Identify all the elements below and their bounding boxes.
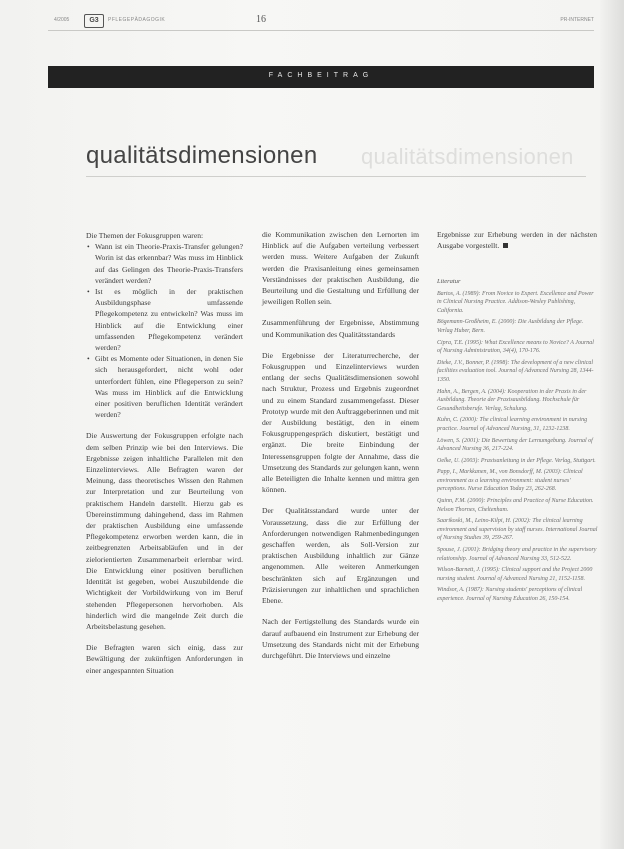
paragraph: Der Qualitätsstandard wurde unter der Voraussetzung, dass die zur Erfüllung der Anforderungen notwendigen Rahmenbedingungen geschaffen werden, als Soll-Version zur praktischen Ausbildung inhaltlich zur Gänze angenommen. Alle weiteren Anmerkungen beschränkten sich auf Ergänzungen und Präzisierungen zur inhaltlichen und sprachlichen Ebene. — [262, 506, 419, 606]
header-right-meta: PR-INTERNET — [560, 17, 594, 23]
headline-rule — [86, 176, 586, 177]
reference-item: Hahn, A., Bergen, A. (2004): Kooperation in der Praxis in der Ausbildung. Theorie der Praxisausbildung. Hochschule für Gesundheitsberufe. Verlag, Schulung. — [437, 388, 587, 412]
reference-item: Löwen, S. (2001): Die Bewertung der Lernumgebung. Journal of Advanced Nursing 36, 217-224. — [437, 437, 593, 453]
paragraph — [437, 229, 597, 251]
article-headline: qualitätsdimensionen — [86, 142, 318, 169]
reference-item: Cipra, T.E. (1995): What Excellence means to Novice? A Journal of Nursing Administration, 34(4), 170-176. — [437, 339, 594, 355]
reference-item: Bögemann-Großheim, E. (2000): Die Ausbildung der Pflege. Verlag Huber, Bern. — [437, 319, 584, 334]
paragraph: Die Auswertung der Fokusgruppen erfolgte nach dem selben Prinzip wie bei den Interviews. Die Ergebnisse zeigen inhaltliche Parallelen mit den Einzelinterviews. Alle Befragten waren der Meinung, dass theoretisches Wissen den Rahmen zur Interpretation und zur Beurteilung von praktischem Handeln darstellt. Hierzu gab es Übereinstimmung dahingehend, dass im Rahmen der praktischen Ausbildung eine umfassende Pflegekompetenz erworben werden kann, die in zeitbegrenzten Arbeitsabläufen und in der zielorientierten Zusammenarbeit erlernbar wird. Die Entwicklung einer positiven beruflichen Identität ist gegeben, wobei Auszubildende die Wichtigkeit der Vorbildwirkung von im Beruf stehenden Pflegepersonen hervorhoben. Als hinderlich wird die mangelnde Zeit durch die Arbeitsbelastung gesehen. — [86, 431, 243, 631]
paragraph: Die Ergebnisse der Literaturrecherche, der Fokusgruppen und Einzelinterviews wurden entlang der sechs Qualitätsdimensionen sowohl nach Struktur, Prozess und Ergebnis zugeordnet und zu einem Standard zusammengefasst. Dieser Prototyp wurde mit den Auftraggeberinnen und mit der Ausbildung bestätigt, den in einem Fokusgruppengespräch diskutiert, bestätigt und ergänzt. Die breite Einbindung der Interessensgruppen folgte der Annahme, dass die Umsetzung des Standards zur gelungen kann, wenn alle Beteiligten die Inhalte kennen und mittra gen können. — [262, 350, 419, 495]
headline-shadow-text: qualitätsdimensionen — [361, 144, 574, 169]
end-mark-icon — [503, 243, 508, 248]
reference-item: Saarikoski, M., Leino-Kilpi, H. (2002): The clinical learning environment and supervision by staff nurses. International Journal of Nursing Studies 39, 259-267. — [437, 518, 598, 542]
subheading: Zusammenführung der Ergebnisse, Abstimmung und Kommunikation des Qualitätsstandards — [262, 318, 419, 339]
reference-item: Oelke, U. (2003): Praxisanleitung in der Pflege. Verlag, Stuttgart. — [437, 457, 596, 464]
section-label: FACHBEITRAG — [268, 72, 374, 79]
column1-intro: Die Themen der Fokusgruppen waren: — [86, 231, 204, 240]
reference-item: Wilson-Barnett, J. (1995): Clinical support and the Project 2000 nursing student. Journal of Advanced Nursing 21, 1152-1158. — [437, 567, 593, 582]
text-column-2 — [262, 229, 419, 671]
journal-title: PFLEGEPÄDAGOGIK — [108, 17, 166, 23]
paragraph: die Kommunikation zwischen den Lernorten im Hinblick auf die Aufgaben verteilung verbessert werden muss. Weitere Aufgaben der Zukunft werden die Praxisanleitung eines gemeinsamen Verständnisses der praktischen Ausbildung, die Beurteilung und die Gestaltung und Erfüllung der jeweiligen Rollen sein. — [262, 230, 419, 307]
list-item: • Ist es möglich in der praktischen Ausbildungsphase umfassende Pflegekompetenz zu entwickeln? Was muss im Hinblick auf die Entwicklung einer umfassenden Pflegekompetenz verändert werden? — [95, 286, 243, 353]
reference-item: Dieke, J.V., Bonner, P. (1998): The development of a new clinical facilities evaluation tool. Journal of Advanced Nursing 28, 1344-1350. — [437, 359, 594, 383]
focus-topics-list — [86, 241, 243, 420]
references-heading: Literatur — [437, 278, 461, 285]
text-column-3 — [437, 229, 597, 251]
text-column-1 — [86, 230, 243, 686]
paragraph: Nach der Fertigstellung des Standards wurde ein darauf aufbauend ein Instrument zur Erhebung der Umsetzung des Standards nicht mit der Erhebung durchgeführt. Die Interviews und einzelne — [262, 617, 419, 660]
page-header — [54, 14, 594, 28]
list-item: • Wann ist ein Theorie-Praxis-Transfer gelungen? Worin ist das erkennbar? Was muss im Hinblick auf das Gelingen des Theorie-Praxis-Transfers verändert werden? — [95, 241, 243, 286]
issue-number: 4/2005 — [54, 17, 70, 23]
reference-item: Windsor, A. (1987): Nursing students' perceptions of clinical experience. Journal of Nursing Education 26, 150-154. — [437, 587, 583, 602]
paragraph: Die Befragten waren sich einig, dass zur Bewältigung der zukünftigen Anforderungen in einer angespannten Situation — [86, 643, 243, 675]
journal-logo: G3 — [84, 14, 104, 28]
page-edge-shadow — [600, 0, 624, 849]
section-banner — [48, 66, 594, 88]
reference-item: Quinn, F.M. (2000): Principles and Practice of Nurse Education. Nelson Thornes, Cheltenham. — [437, 498, 594, 513]
reference-item: Kuhn, C. (2000): The clinical learning environment in nursing practice. Journal of Advanced Nursing, 31, 1232-1238. — [437, 417, 588, 432]
reference-item: Spouse, J. (2001): Bridging theory and practice in the supervisory relationship. Journal of Advanced Nursing 33, 512-522. — [437, 547, 597, 562]
list-item: • Gibt es Momente oder Situationen, in denen Sie sich herausgefordert, nicht wohl oder unterfordert fühlen, eine Pflegeperson zu sein? Was muss im Hinblick auf die Entwicklung einer positiven beruflichen Identität verändert werden? — [95, 353, 243, 420]
closing-text: Ergebnisse zur Erhebung werden in der nächsten Ausgabe vorgestellt. — [437, 230, 597, 251]
header-rule — [48, 30, 594, 31]
page-number: 16 — [256, 14, 266, 25]
reference-item: Papp, I., Markkanen, M., von Bonsdorff, M. (2003): Clinical environment as a learning environment: student nurses' perceptions. Nurse Education Today 23, 262-268. — [437, 469, 583, 493]
references — [437, 278, 599, 607]
reference-item: Bartos, A. (1989): From Novice to Expert. Excellence and Power in Clinical Nursing Practice. Addison-Wesley Publishing, California. — [437, 290, 594, 314]
